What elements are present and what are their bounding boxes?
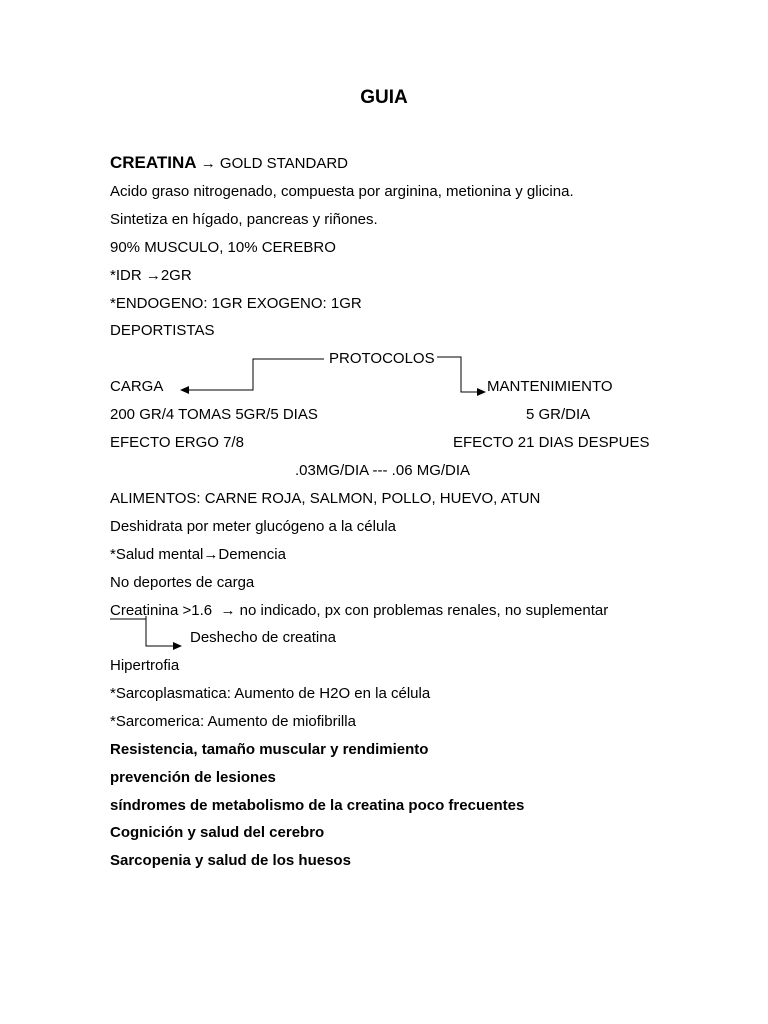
arrow-right-icon: → [203, 546, 219, 563]
arrow-right-icon: → [200, 155, 216, 172]
text-line: DEPORTISTAS [110, 322, 215, 339]
connector-to-mantenimiento [437, 357, 478, 392]
arrowhead-right-icon [173, 642, 182, 650]
dementia-label: Demencia [218, 546, 286, 563]
text-line: Deshidrata por meter glucógeno a la célula [110, 518, 397, 535]
text-line: Sintetiza en hígado, pancreas y riñones. [110, 211, 378, 228]
dose-range: .03MG/DIA --- .06 MG/DIA [295, 462, 471, 479]
carga-dose: 200 GR/4 TOMAS 5GR/5 DIAS [110, 406, 318, 423]
idr-label: *IDR [110, 267, 146, 284]
text-line: No deportes de carga [110, 574, 255, 591]
mantenimiento-effect: EFECTO 21 DIAS DESPUES [453, 434, 650, 451]
idr-value: 2GR [160, 267, 192, 284]
waste-label: Deshecho de creatina [190, 629, 336, 646]
creatina-heading: CREATINA [110, 153, 197, 172]
mantenimiento-dose: 5 GR/DIA [526, 406, 591, 423]
text-line: ALIMENTOS: CARNE ROJA, SALMON, POLLO, HUEVO, ATUN [110, 490, 541, 507]
creatinine-label: Creatinina >1.6 [110, 602, 221, 619]
arrow-right-icon: → [220, 602, 236, 619]
page-title: GUIA [360, 87, 408, 108]
text-line: *Sarcoplasmatica: Aumento de H2O en la célula [110, 685, 431, 702]
bold-line: Sarcopenia y salud de los huesos [110, 852, 351, 869]
connector-to-waste [146, 616, 175, 646]
text-line: Hipertrofia [110, 657, 180, 674]
carga-effect: EFECTO ERGO 7/8 [110, 434, 244, 451]
mantenimiento-label: MANTENIMIENTO [487, 378, 613, 395]
creatinine-note: no indicado, px con problemas renales, no suplementar [235, 602, 609, 619]
arrowhead-left-icon [180, 386, 189, 394]
bold-line: síndromes de metabolismo de la creatina poco frecuentes [110, 797, 525, 814]
arrowhead-right-icon [477, 388, 486, 396]
connector-to-carga [187, 359, 324, 390]
protocols-label: PROTOCOLOS [329, 350, 435, 367]
mental-health-label: *Salud mental [110, 546, 204, 563]
gold-standard-label: GOLD STANDARD [219, 155, 348, 172]
carga-label: CARGA [110, 378, 164, 395]
bold-line: Cognición y salud del cerebro [110, 824, 325, 841]
text-line: Acido graso nitrogenado, compuesta por arginina, metionina y glicina. [110, 183, 574, 200]
bold-line: prevención de lesiones [110, 769, 276, 786]
text-line: *ENDOGENO: 1GR EXOGENO: 1GR [110, 295, 362, 312]
text-line: 90% MUSCULO, 10% CEREBRO [110, 239, 336, 256]
text-line: *Sarcomerica: Aumento de miofibrilla [110, 713, 356, 730]
arrow-right-icon: → [145, 267, 161, 284]
bold-line: Resistencia, tamaño muscular y rendimiento [110, 741, 429, 758]
